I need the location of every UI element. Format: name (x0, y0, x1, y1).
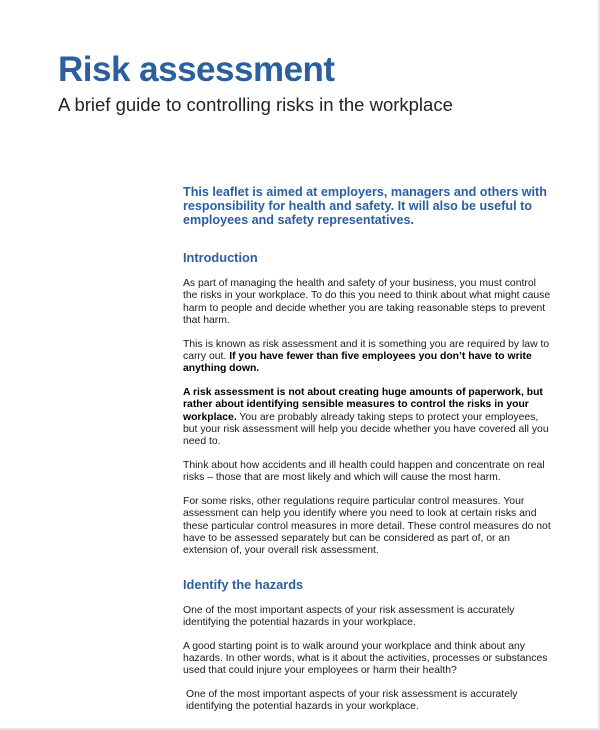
document-subtitle: A brief guide to controlling risks in the workplace (58, 94, 453, 115)
intro-paragraph-4: Think about how accidents and ill health could happen and concentrate on real risks – those that are most likely and which will cause the most harm. (183, 459, 545, 484)
hazards-paragraph-3: One of the most important aspects of your risk assessment is accurately identifying the potential hazards in your workplace. (186, 688, 518, 713)
lead-paragraph: This leaflet is aimed at employers, managers and others with responsibility for health and safety. It will also be useful to employees and safety representatives. (183, 185, 547, 227)
section-heading-hazards: Identify the hazards (183, 576, 304, 592)
hazards-paragraph-1: One of the most important aspects of your risk assessment is accurately identifying the potential hazards in your workplace. (183, 604, 515, 629)
document-title: Risk assessment (58, 50, 335, 89)
intro-paragraph-5: For some risks, other regulations require particular control measures. Your assessment can help you identify where you need to look at certain risks and these particular control measures in more detail. These control measures do not have to be assessed separately but can be considered as part of, or an extension of, your overall risk assessment. (183, 495, 551, 557)
intro-paragraph-3-bold: A risk assessment is not about creating huge amounts of paperwork, but rather about identifying sensible measures to control the risks in your workplace. (183, 386, 543, 423)
hazards-paragraph-2: A good starting point is to walk around your workplace and think about any hazards. In other words, what is it about the activities, processes or substances used that could injure your employees or harm their health? (183, 640, 548, 677)
intro-paragraph-2-bold: If you have fewer than five employees you don’t have to write anything down. (183, 351, 532, 375)
document-body (183, 185, 553, 725)
section-heading-introduction: Introduction (183, 250, 258, 265)
intro-paragraph-2 (183, 339, 553, 376)
intro-paragraph-3-text: You are probably already taking steps to protect your employees, but your risk assessment will help you decide whether you have covered all you need to. (183, 411, 549, 448)
intro-paragraph-1: As part of managing the health and safety of your business, you must control the risks in your workplace. To do this you need to think about what might cause harm to people and decide whether you are taking reasonable steps to prevent that harm. (183, 278, 551, 327)
intro-paragraph-3 (183, 387, 553, 449)
intro-paragraph-2-text: This is known as risk assessment and it is something you are required by law to carry out. (183, 338, 550, 363)
